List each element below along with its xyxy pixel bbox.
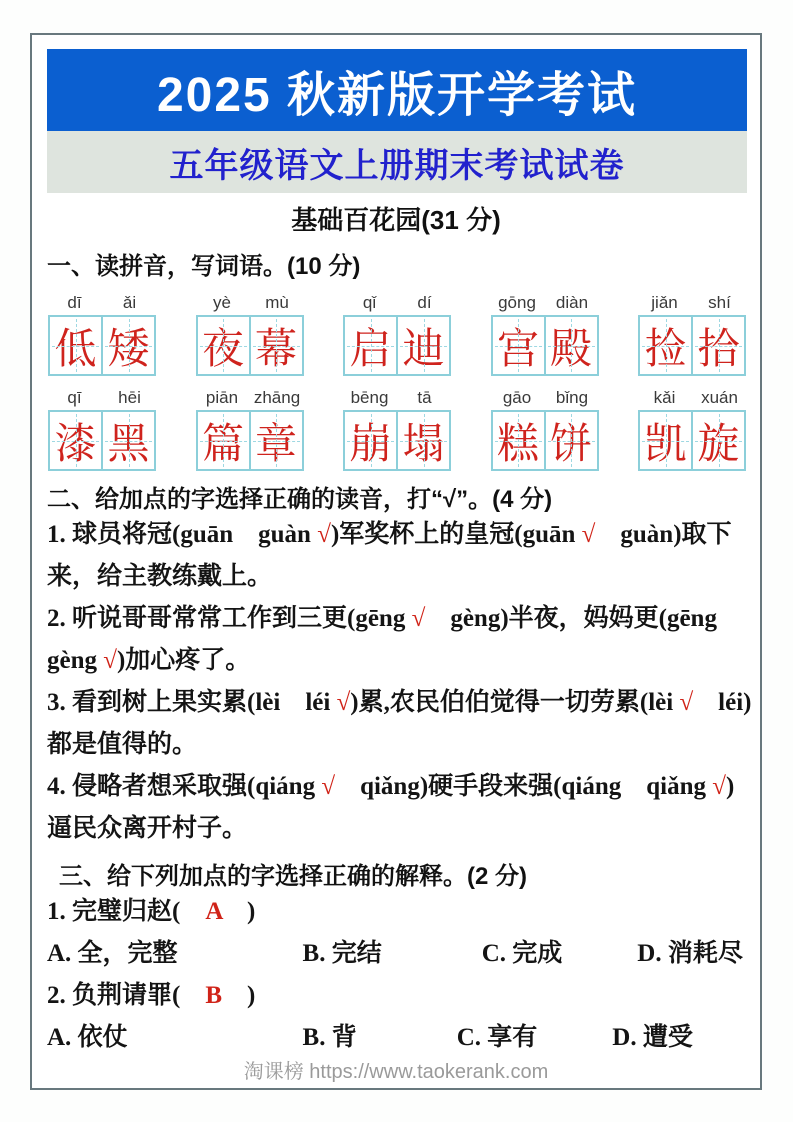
pinyin-label: qǐ dí — [362, 293, 432, 312]
tianzige-box: 黑 — [101, 410, 156, 471]
section2-heading: 二、给加点的字选择正确的读音，打“√”。(4 分) — [47, 486, 553, 513]
pronunciation-item-4: 4. 侵略者想采取强(qiáng √ qiǎng)硬手段来强(qiáng qiǎng √)逼民众离开村子。 — [47, 773, 735, 842]
pinyin-word-group — [637, 293, 747, 376]
tianzige-box: 旋 — [691, 410, 746, 471]
pinyin-label: qī hēi — [67, 388, 141, 407]
section3-heading: 三、给下列加点的字选择正确的解释。(2 分) — [59, 863, 527, 890]
tianzige-box: 幕 — [249, 315, 304, 376]
tianzige-box: 低 — [48, 315, 103, 376]
pinyin-word-group — [637, 388, 747, 471]
exam-subtitle: 五年级语文上册期末考试试卷 — [169, 146, 625, 185]
answer-mark: √ — [679, 689, 694, 716]
answer-mark: √ — [581, 521, 596, 548]
pinyin-label: piān zhāng — [205, 388, 301, 407]
exam-paper-page — [30, 33, 762, 1090]
pinyin-label: bēng tā — [350, 388, 432, 407]
tianzige-box: 夜 — [196, 315, 251, 376]
answer-mark: √ — [411, 605, 426, 632]
pinyin-word-group — [342, 388, 452, 471]
answer-mark: √ — [712, 773, 726, 800]
tianzige-box: 塌 — [396, 410, 451, 471]
pinyin-word-group — [342, 293, 452, 376]
pinyin-label: kǎi xuán — [653, 388, 738, 407]
answer-mark: √ — [336, 689, 351, 716]
answer-mark: √ — [321, 773, 336, 800]
section1-heading: 一、读拼音，写词语。(10 分) — [47, 253, 361, 280]
pinyin-label: dī ǎi — [67, 293, 137, 312]
tianzige-box: 凯 — [638, 410, 693, 471]
tianzige-box: 糕 — [491, 410, 546, 471]
pinyin-word-row-1 — [47, 293, 747, 376]
answer-mark: B — [205, 982, 223, 1009]
tianzige-box: 启 — [343, 315, 398, 376]
part-heading: 基础百花园(31 分) — [291, 205, 501, 235]
tianzige-box: 篇 — [196, 410, 251, 471]
pronunciation-item-2: 2. 听说哥哥常常工作到三更(gēng √ gèng)半夜，妈妈更(gēng gèng √)加心疼了。 — [47, 605, 717, 674]
answer-mark: √ — [103, 647, 117, 674]
pronunciation-item-3: 3. 看到树上果实累(lèi léi √)累,农民伯伯觉得一切劳累(lèi √ léi)都是值得的。 — [47, 689, 752, 758]
tianzige-box: 饼 — [544, 410, 599, 471]
tianzige-box: 章 — [249, 410, 304, 471]
tianzige-box: 漆 — [48, 410, 103, 471]
watermark-footer: 淘课榜 https://www.taokerank.com — [243, 1061, 549, 1083]
pinyin-label: gāo bǐng — [502, 388, 589, 407]
tianzige-box: 迪 — [396, 315, 451, 376]
answer-mark: A — [205, 898, 223, 925]
pinyin-label: gōng diàn — [498, 293, 589, 312]
pinyin-word-row-2 — [47, 388, 747, 471]
tianzige-box: 矮 — [101, 315, 156, 376]
exam-title: 2025 秋新版开学考试 — [156, 68, 638, 122]
definition-question-1: 1. 完璧归赵( A ) — [47, 898, 256, 925]
tianzige-box: 捡 — [638, 315, 693, 376]
definition-question-2: 2. 负荆请罪( B ) — [47, 982, 256, 1009]
tianzige-box: 殿 — [544, 315, 599, 376]
pinyin-word-group — [195, 388, 305, 471]
pinyin-label: yè mù — [213, 293, 289, 312]
definition-options-2: A. 依仗 B. 背 C. 享有 D. 遭受 — [47, 1024, 693, 1051]
tianzige-box: 拾 — [691, 315, 746, 376]
pronunciation-item-1: 1. 球员将冠(guān guàn √)军奖杯上的皇冠(guān √ guàn)取下来，给主教练戴上。 — [47, 521, 732, 590]
title-banner — [47, 49, 747, 131]
pinyin-word-group — [490, 388, 600, 471]
tianzige-box: 崩 — [343, 410, 398, 471]
pinyin-word-group — [195, 293, 305, 376]
tianzige-box: 宫 — [491, 315, 546, 376]
definition-options-1: A. 全，完整 B. 完结 C. 完成 D. 消耗尽 — [47, 940, 743, 967]
pinyin-word-group — [47, 293, 157, 376]
pinyin-label: jiǎn shí — [651, 293, 731, 312]
pinyin-word-group — [47, 388, 157, 471]
pinyin-word-group — [490, 293, 600, 376]
answer-mark: √ — [317, 521, 331, 548]
subtitle-banner — [47, 131, 747, 193]
